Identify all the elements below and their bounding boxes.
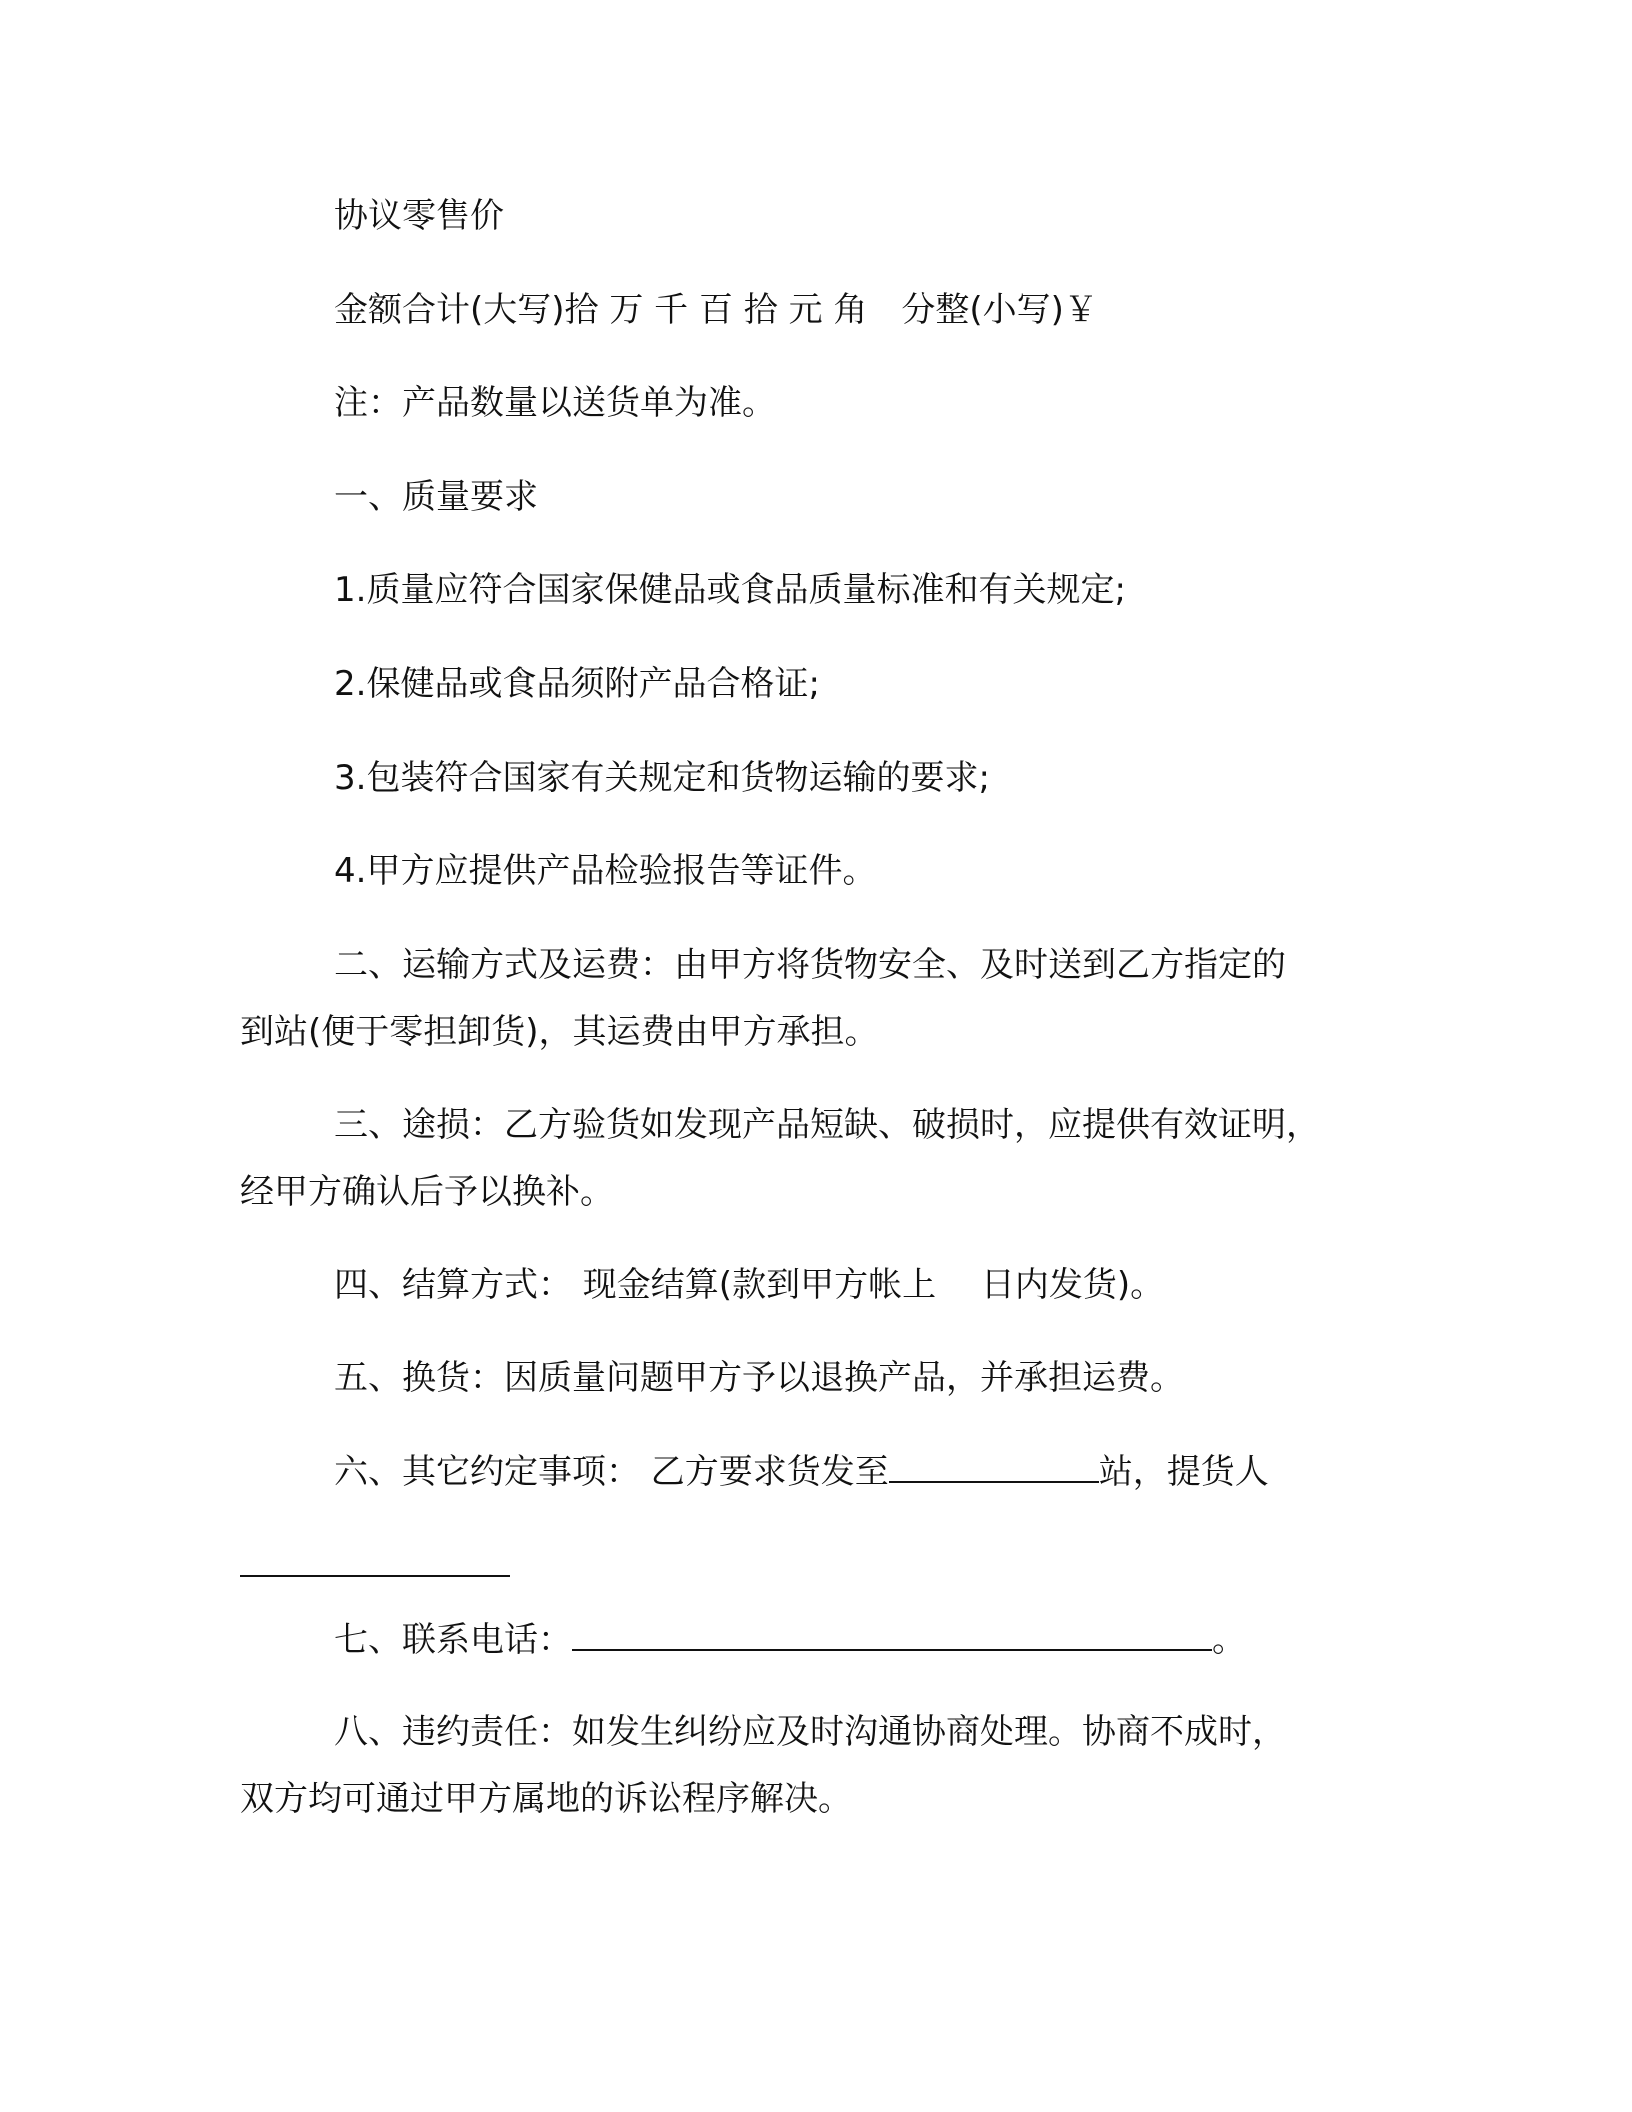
section-settlement-line: 四、结算方式： 现金结算(款到甲方帐上 日内发货)。 xyxy=(334,1265,1165,1305)
pickup-person-blank xyxy=(240,1574,510,1577)
section-damage-line-2: 经甲方确认后予以换补。 xyxy=(240,1172,614,1212)
quality-item-2: 2.保健品或食品须附产品合格证; xyxy=(334,664,820,704)
phone-label: 七、联系电话： xyxy=(334,1620,572,1660)
pickup-label: 站，提货人 xyxy=(1098,1452,1269,1492)
note-line: 注：产品数量以送货单为准。 xyxy=(334,383,776,423)
section-breach-line-2: 双方均可通过甲方属地的诉讼程序解决。 xyxy=(240,1779,852,1819)
phone-blank xyxy=(572,1648,1212,1651)
section-transport-line-1: 二、运输方式及运费：由甲方将货物安全、及时送到乙方指定的 xyxy=(334,945,1286,985)
section-transport-line-2: 到站(便于零担卸货)，其运费由甲方承担。 xyxy=(240,1012,879,1052)
quality-item-4: 4.甲方应提供产品检验报告等证件。 xyxy=(334,851,877,891)
quality-item-1: 1.质量应符合国家保健品或食品质量标准和有关规定; xyxy=(334,570,1126,610)
pickup-person-line xyxy=(240,1546,1432,1587)
section-phone-line xyxy=(334,1620,1432,1661)
retail-price-line: 协议零售价 xyxy=(334,196,504,236)
amount-total-line: 金额合计(大写)拾 万 千 百 拾 元 角 分整(小写)￥ xyxy=(334,290,1098,330)
station-blank xyxy=(889,1480,1099,1483)
section-damage-line-1: 三、途损：乙方验货如发现产品短缺、破损时，应提供有效证明， xyxy=(334,1105,1320,1145)
other-terms-label: 六、其它约定事项： 乙方要求货发至 xyxy=(334,1452,889,1492)
section-other-line xyxy=(334,1452,1432,1493)
quality-item-3: 3.包装符合国家有关规定和货物运输的要求; xyxy=(334,758,990,798)
phone-end-punct: 。 xyxy=(1212,1620,1246,1660)
section-breach-line-1: 八、违约责任：如发生纠纷应及时沟通协商处理。协商不成时， xyxy=(334,1712,1286,1752)
section-quality-heading: 一、质量要求 xyxy=(334,477,538,517)
section-exchange-line: 五、换货：因质量问题甲方予以退换产品，并承担运费。 xyxy=(334,1358,1184,1398)
